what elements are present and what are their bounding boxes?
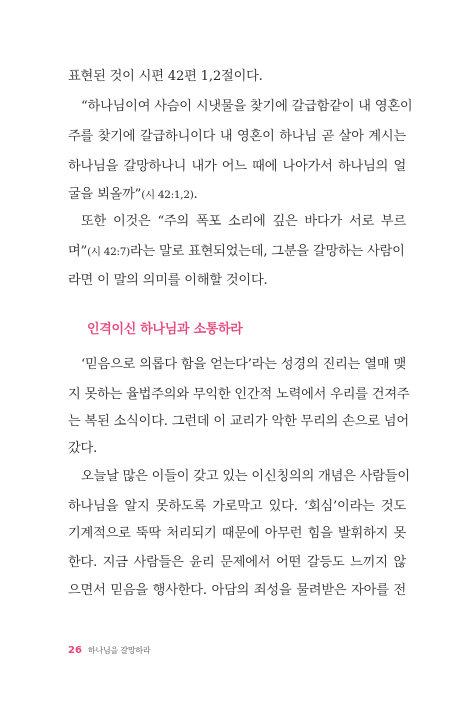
- paragraph-line: 지 못하는 율법주의와 무익한 인간적 노력에서 우리를 건져주: [68, 387, 410, 402]
- paragraph-line: 주를 찾기에 갈급하니이다 내 영혼이 하나님 곧 살아 계시는: [68, 129, 406, 144]
- paragraph-line: 갔다.: [68, 441, 98, 456]
- scripture-reference: (시 42:7): [87, 246, 130, 258]
- scripture-reference: (시 42:1,2): [141, 189, 194, 201]
- paragraph-line: 라면 이 말의 의미를 이해할 것이다.: [68, 273, 268, 288]
- paragraph-line: 하나님을 알지 못하도록 가로막고 있다. ‘회심’이라는 것도: [68, 499, 406, 514]
- paragraph-line: 표현된 것이 시편 42편 1,2절이다.: [68, 69, 263, 84]
- line-text: .: [193, 187, 198, 202]
- line-text: 며”: [68, 244, 88, 259]
- line-text: 굴을 뵈올까”: [68, 187, 142, 202]
- section-heading: 인격이신 하나님과 소통하라: [87, 322, 243, 337]
- paragraph-line: [68, 185, 406, 205]
- paragraph-line: 기계적으로 뚝딱 처리되기 때문에 아무런 힘을 발휘하지 못: [68, 526, 406, 541]
- paragraph-line: 오늘날 많은 이들이 갖고 있는 이신칭의의 개념은 사람들이: [81, 469, 410, 484]
- paragraph-line: 또한 이것은 “주의 폭포 소리에 깊은 바다가 서로 부르: [81, 214, 406, 229]
- paragraph-line: 한다. 지금 사람들은 윤리 문제에서 어떤 갈등도 느끼지 않: [68, 555, 406, 570]
- paragraph-line: 는 복된 소식이다. 그런데 이 교리가 악한 무리의 손으로 넘어: [68, 414, 409, 429]
- paragraph-line: ‘믿음으로 의롭다 함을 얻는다’라는 성경의 진리는 열매 맺: [81, 357, 406, 372]
- paragraph-line: 하나님을 갈망하나니 내가 어느 때에 나아가서 하나님의 얼: [68, 159, 406, 174]
- line-text: 라는 말로 표현되었는데, 그분을 갈망하는 사람이: [129, 244, 405, 259]
- paragraph-line: “하나님이여 사슴이 시냇물을 찾기에 갈급함같이 내 영혼이: [81, 99, 413, 114]
- paragraph-line: 으면서 믿음을 행사한다. 아담의 죄성을 물려받은 자아를 전: [68, 583, 406, 598]
- page-number: 26: [68, 645, 82, 656]
- paragraph-line: [68, 242, 406, 262]
- running-title: 하나님을 갈망하라: [87, 646, 151, 655]
- page-footer: [68, 638, 151, 657]
